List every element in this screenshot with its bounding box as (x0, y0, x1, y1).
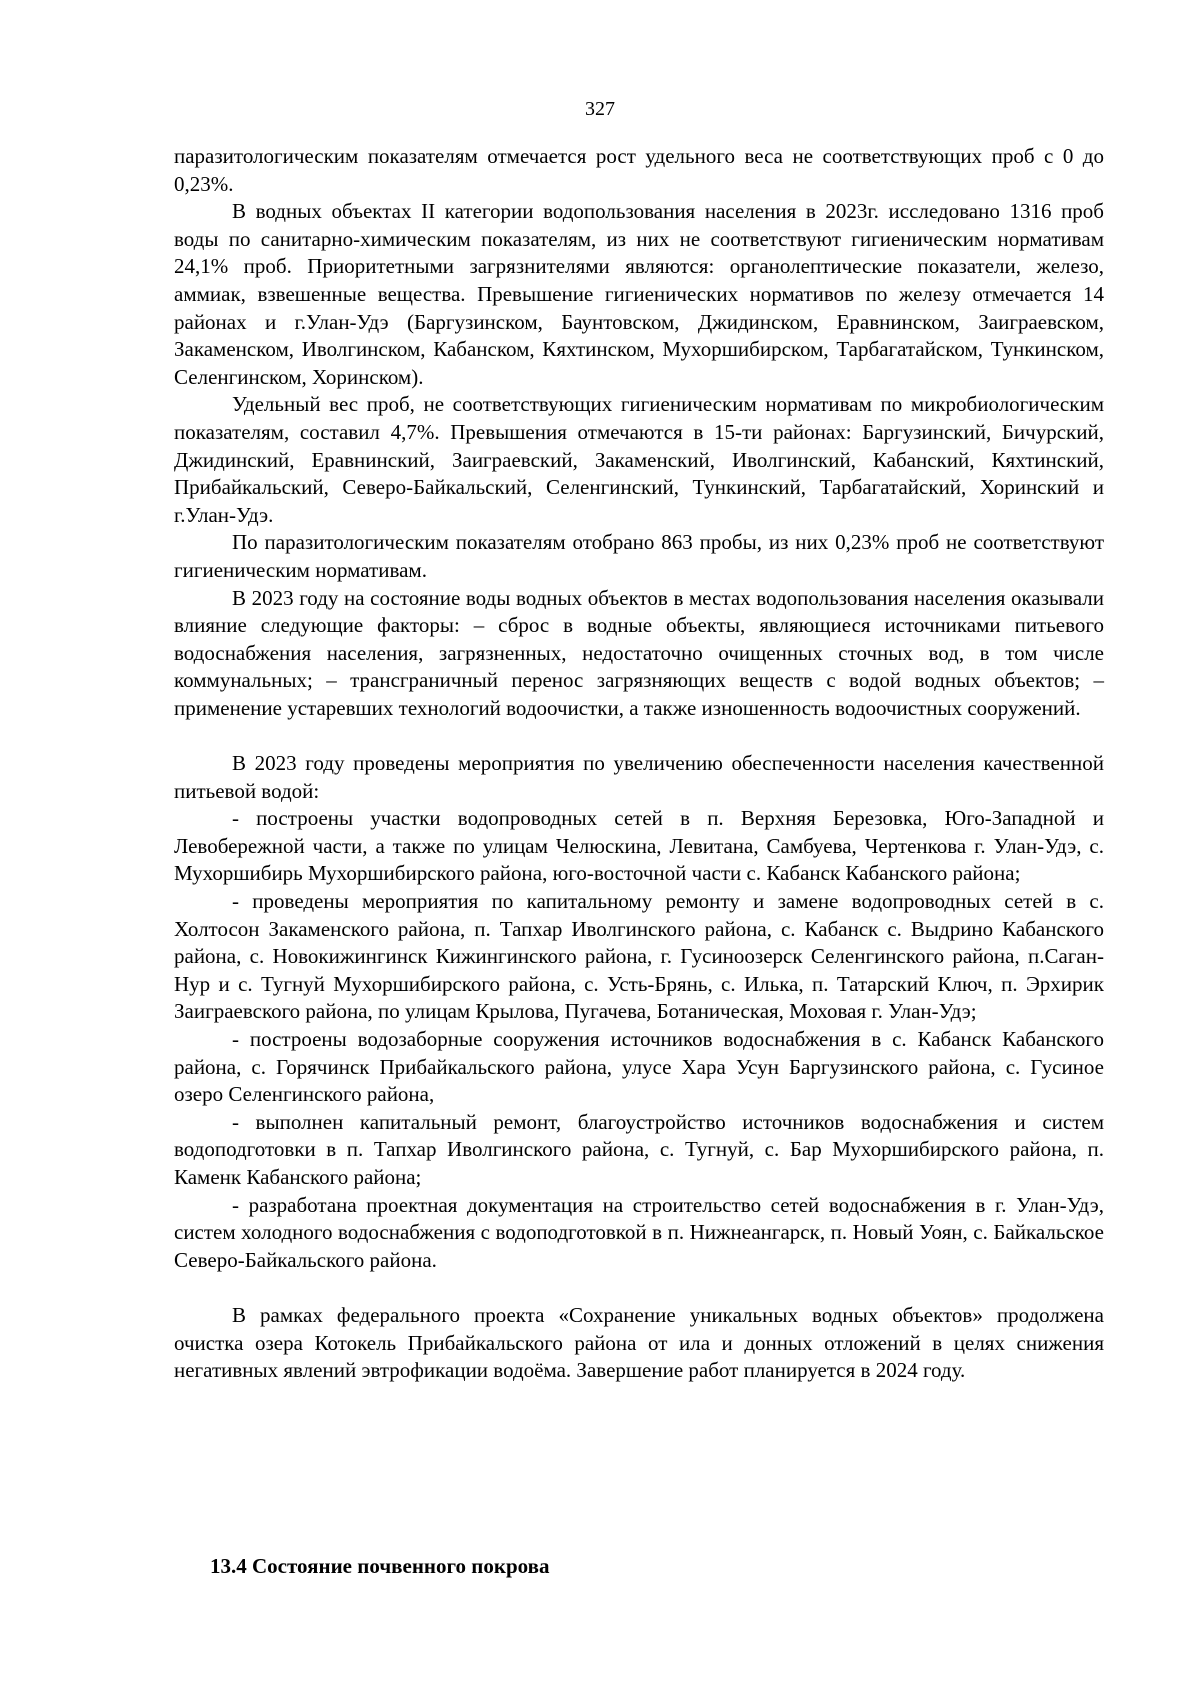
paragraph-category-two-chemistry: В водных объектах II категории водопользования населения в 2023г. исследовано 1316 проб воды по санитарно-химическим показателям, из них не соответствуют гигиеническим нормативам 24,1% проб. Приоритетными загрязнителями являются: органолептические показатели, железо, аммиак, взвешенные вещества. Превышение гигиенических нормативов по железу отмечается 14 районах и г.Улан-Удэ (Баргузинском, Баунтовском, Джидинском, Еравнинском, Заиграевском, Закаменском, Иволгинском, Кабанском, Кяхтинском, Мухоршибирском, Тарбагатайском, Тункинском, Селенгинском, Хоринском). (174, 199, 1104, 389)
paragraph-parasitology: По паразитологическим показателям отобрано 863 пробы, из них 0,23% проб не соответствуют гигиеническим нормативам. (174, 530, 1104, 582)
list-item-networks-built: - построены участки водопроводных сетей в п. Верхняя Березовка, Юго-Западной и Левобережной части, а также по улицам Челюскина, Левитана, Самбуева, Чертенкова г. Улан-Удэ, с. Мухоршибирь Мухоршибирского района, юго-восточной части с. Кабанск Кабанского района; (174, 806, 1104, 886)
paragraph-parasitology-continuation: паразитологическим показателям отмечается рост удельного веса не соответствующих проб с 0 до 0,23%. (174, 144, 1104, 196)
list-item-design-documentation: - разработана проектная документация на строительство сетей водоснабжения в г. Улан-Удэ, систем холодного водоснабжения с водоподготовкой в п. Нижнеангарск, п. Новый Уоян, с. Байкальское Северо-Байкальского района. (174, 1192, 1104, 1272)
section-heading: 13.4 Состояние почвенного покрова (210, 1554, 550, 1578)
paragraph-federal-project: В рамках федерального проекта «Сохранение уникальных водных объектов» продолжена очистка озера Котокель Прибайкальского района от ила и донных отложений в целях снижения негативных явлений эвтрофикации водоёма. Завершение работ планируется в 2024 году. (174, 1302, 1104, 1383)
list-item-networks-repaired: - проведены мероприятия по капитальному ремонту и замене водопроводных сетей в с. Холтосон Закаменского района, п. Тапхар Иволгинского района, с. Кабанск с. Выдрино Кабанского района, с. Новокижингинск Кижингинского района, г. Гусиноозерск Селенгинского района, п.Саган-Нур и с. Тугнуй Мухоршибирского района, с. Усть-Брянь, с. Илька, п. Татарский Ключ, п. Эрхирик Заиграевского района, по улицам Крылова, Пугачева, Ботаническая, Моховая г. Улан-Удэ; (174, 889, 1104, 1024)
document-body (174, 143, 1104, 1385)
page-number: 327 (585, 98, 615, 120)
paragraph-microbiology: Удельный вес проб, не соответствующих гигиеническим нормативам по микробиологическим показателям, составил 4,7%. Превышения отмечаются в 15-ти районах: Баргузинский, Бичурский, Джидинский, Еравнинский, Заиграевский, Закаменский, Иволгинский, Кабанский, Кяхтинский, Прибайкальский, Северо-Байкальский, Селенгинский, Тункинский, Тарбагатайский, Хоринский и г.Улан-Удэ. (174, 392, 1104, 527)
paragraph-measures-intro: В 2023 году проведены мероприятия по увеличению обеспеченности населения качественной питьевой водой: (174, 751, 1104, 803)
paragraph-factors: В 2023 году на состояние воды водных объектов в местах водопользования населения оказывали влияние следующие факторы: – сброс в водные объекты, являющиеся источниками питьевого водоснабжения населения, загрязненных, недостаточно очищенных сточных вод, в том числе коммунальных; – трансграничный перенос загрязняющих веществ с водой водных объектов; – применение устаревших технологий водоочистки, а также изношенность водоочистных сооружений. (174, 585, 1104, 720)
list-item-sources-renovated: - выполнен капитальный ремонт, благоустройство источников водоснабжения и систем водоподготовки в п. Тапхар Иволгинского района, с. Тугнуй, с. Бар Мухоршибирского района, п. Каменк Кабанского района; (174, 1109, 1104, 1189)
list-item-intakes-built: - построены водозаборные сооружения источников водоснабжения в с. Кабанск Кабанского района, с. Горячинск Прибайкальского района, улусе Хара Усун Баргузинского района, с. Гусиное озеро Селенгинского района, (174, 1027, 1104, 1107)
